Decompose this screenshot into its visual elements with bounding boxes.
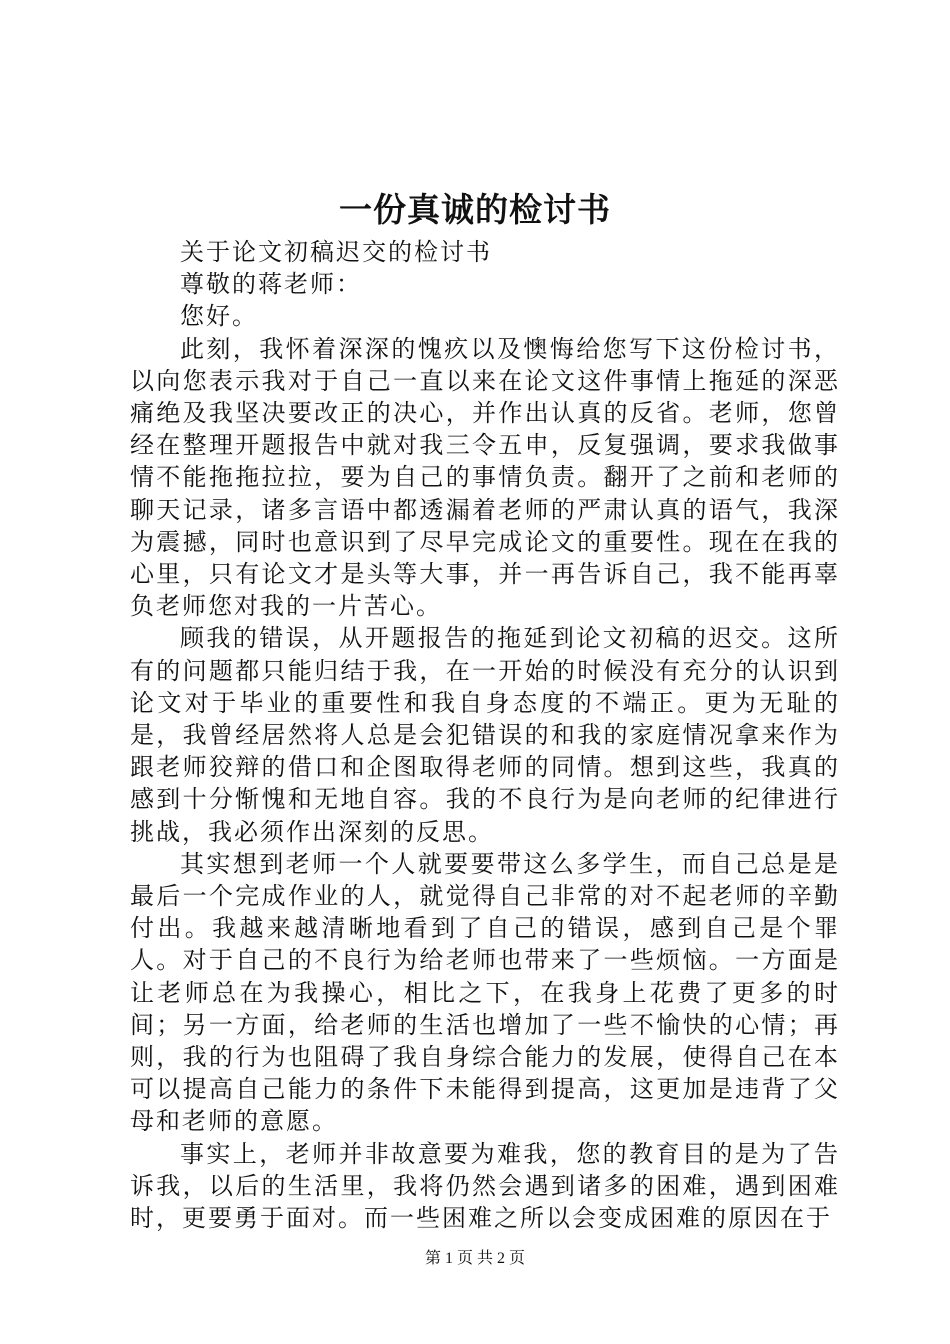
body-paragraph: 其实想到老师一个人就要要带这么多学生，而自己总是是最后一个完成作业的人，就觉得自己非常的对不起老师的辛勤付出。我越来越清晰地看到了自己的错误，感到自己是个罪人。对于自己的不良行为给老师也带来了一些烦恼。一方面是让老师总在为我操心，相比之下，在我身上花费了更多的时间；另一方面，给老师的生活也增加了一些不愉快的心情；再则，我的行为也阻碍了我自身综合能力的发展，使得自己在本可以提高自己能力的条件下未能得到提高，这更加是违背了父母和老师的意愿。 <box>130 849 840 1136</box>
body-paragraph: 顾我的错误，从开题报告的拖延到论文初稿的迟交。这所有的问题都只能归结于我，在一开始的时候没有充分的认识到论文对于毕业的重要性和我自身态度的不端正。更为无耻的是，我曾经居然将人总是会犯错误的和我的家庭情况拿来作为跟老师狡辩的借口和企图取得老师的同情。想到这些，我真的感到十分惭愧和无地自容。我的不良行为是向老师的纪律进行挑战，我必须作出深刻的反思。 <box>130 624 840 846</box>
salutation: 尊敬的蒋老师： <box>180 270 362 299</box>
greeting: 您好。 <box>180 302 258 331</box>
document-title: 一份真诚的检讨书 <box>339 190 611 229</box>
page-number: 第 1 页 共 2 页 <box>424 1250 525 1267</box>
document-body <box>130 236 840 1234</box>
body-paragraph: 此刻，我怀着深深的愧疚以及懊悔给您写下这份检讨书，以向您表示我对于自己一直以来在论文这件事情上拖延的深恶痛绝及我坚决要改正的决心，并作出认真的反省。老师，您曾经在整理开题报告中就对我三令五申，反复强调，要求我做事情不能拖拖拉拉，要为自己的事情负责。翻开了之前和老师的聊天记录，诸多言语中都透漏着老师的严肃认真的语气，我深为震撼，同时也意识到了尽早完成论文的重要性。现在在我的心里，只有论文才是头等大事，并一再告诉自己，我不能再辜负老师您对我的一片苦心。 <box>130 334 840 621</box>
subject-line: 关于论文初稿迟交的检讨书 <box>180 238 492 266</box>
body-paragraph: 事实上，老师并非故意要为难我，您的教育目的是为了告诉我，以后的生活里，我将仍然会遇到诸多的困难，遇到困难时，更要勇于面对。而一些困难之所以会变成困难的原因在于 <box>130 1139 840 1233</box>
